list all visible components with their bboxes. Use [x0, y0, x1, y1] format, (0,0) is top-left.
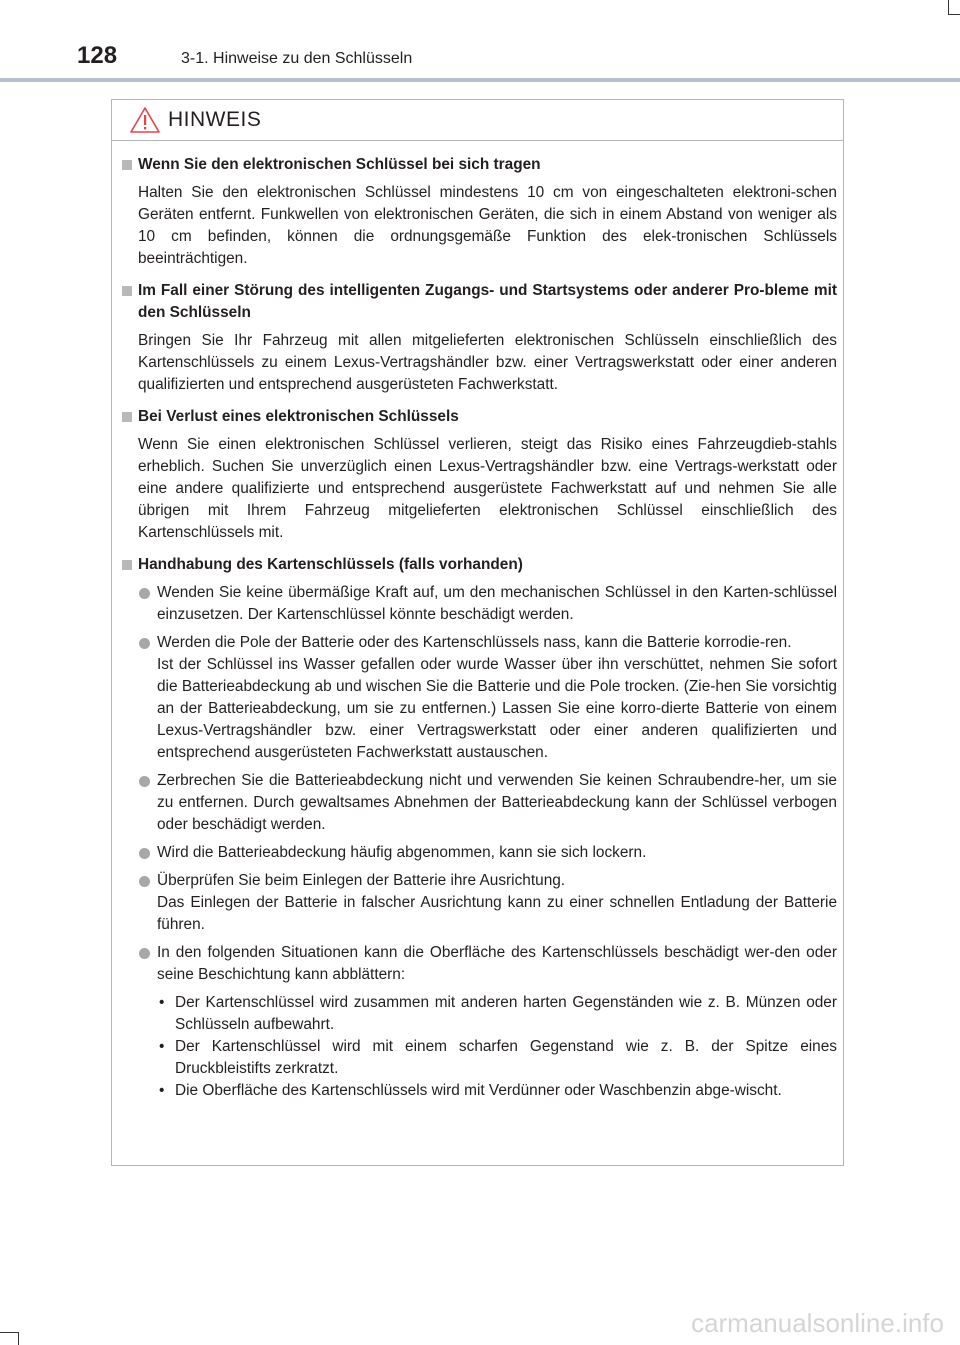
section-heading-text: Wenn Sie den elektronischen Schlüssel bei sich tragen	[138, 156, 541, 173]
sub-list-item	[157, 1036, 837, 1080]
section-paragraph: Wenn Sie einen elektronischen Schlüssel verlieren, steigt das Risiko eines Fahrzeugdieb-stahls erheblich. Suchen Sie unverzüglich einen Lexus-Vertragshändler bzw. eine Vertrags-werkstatt oder eine andere qualifizierte und entsprechend ausgerüstete Fachwerkstatt auf und nehmen Sie alle übrigen mit Ihrem Fahrzeug mitgelieferten elektronischen Schlüssel einschließlich des Kartenschlüssels mit.	[138, 436, 837, 541]
section-heading	[122, 406, 837, 428]
section-heading-text: Bei Verlust eines elektronischen Schlüssels	[138, 408, 459, 425]
square-bullet-icon	[122, 412, 132, 422]
list-item	[122, 582, 837, 626]
section-paragraph: Bringen Sie Ihr Fahrzeug mit allen mitgelieferten elektronischen Schlüsseln einschließlich des Kartenschlüssels zu einem Lexus-Vertragshändler bzw. einer Vertragswerkstatt oder einer anderen qualifizierten und entsprechend ausgerüsteten Fachwerkstatt.	[138, 332, 837, 393]
page-header	[0, 0, 960, 84]
sub-list-item-text: Der Kartenschlüssel wird mit einem scharfen Gegenstand wie z. B. der Spitze eines Druckbleistifts zerkratzt.	[175, 1038, 837, 1077]
section-heading	[122, 554, 837, 576]
crop-mark	[948, 14, 960, 15]
list-item-text: In den folgenden Situationen kann die Oberfläche des Kartenschlüssels beschädigt wer-den oder seine Beschichtung kann abblättern:	[157, 944, 837, 983]
header-rule	[0, 78, 960, 82]
page-number: 128	[77, 42, 118, 69]
square-bullet-icon	[122, 160, 132, 170]
notice-content	[122, 154, 837, 1112]
sub-list	[122, 992, 837, 1102]
page-footer	[0, 1300, 960, 1345]
notice-section	[122, 280, 837, 396]
notice-header	[112, 100, 843, 141]
list-item	[122, 870, 837, 936]
watermark: carmanualsonline.info	[691, 1308, 944, 1338]
list-item-text: Wenden Sie keine übermäßige Kraft auf, um den mechanischen Schlüssel in den Karten-schlüssel einzusetzen. Der Kartenschlüssel könnte beschädigt werden.	[157, 584, 837, 623]
sub-list-item	[157, 992, 837, 1036]
round-bullet-icon	[139, 638, 150, 649]
square-bullet-icon	[122, 560, 132, 570]
round-bullet-icon	[139, 588, 150, 599]
list-item-text: Werden die Pole der Batterie oder des Kartenschlüssels nass, kann die Batterie korrodie-ren. Ist der Schlüssel ins Wasser gefallen oder wurde Wasser über ihn verschüttet, nehmen Sie sofort die Batterieabdeckung ab und wischen Sie die Batterie und die Pole trocken. (Zie-hen Sie vorsichtig an der Batterieabdeckung, um sie zu entfernen.) Lassen Sie eine korro-dierte Batterie von einem Lexus-Vertragshändler bzw. einer Vertragswerkstatt oder einer anderen qualifizierten und entsprechend ausgerüsteten Fachwerkstatt austauschen.	[157, 634, 837, 761]
sub-list-item-text: Die Oberfläche des Kartenschlüssels wird mit Verdünner oder Waschbenzin abge-wischt.	[175, 1082, 782, 1099]
list-item	[122, 942, 837, 986]
round-bullet-icon	[139, 848, 150, 859]
dot-marker-icon: •	[159, 1038, 165, 1055]
warning-triangle-icon	[130, 107, 160, 133]
section-title: 3-1. Hinweise zu den Schlüsseln	[181, 50, 413, 67]
section-heading	[122, 280, 837, 324]
notice-section	[122, 406, 837, 544]
round-bullet-icon	[139, 776, 150, 787]
sub-list-item	[157, 1080, 837, 1102]
crop-mark	[948, 0, 949, 14]
notice-section	[122, 554, 837, 1102]
section-heading-text: Handhabung des Kartenschlüssels (falls vorhanden)	[138, 556, 523, 573]
list-item	[122, 770, 837, 836]
notice-box	[111, 99, 844, 1166]
dot-marker-icon: •	[159, 994, 165, 1011]
list-item-text: Zerbrechen Sie die Batterieabdeckung nicht und verwenden Sie keinen Schraubendre-her, um sie zu entfernen. Durch gewaltsames Abnehmen der Batterieabdeckung kann der Schlüssel verbogen oder beschädigt werden.	[157, 772, 837, 833]
notice-section	[122, 154, 837, 270]
square-bullet-icon	[122, 286, 132, 296]
section-heading	[122, 154, 837, 176]
notice-title: HINWEIS	[168, 108, 262, 131]
round-bullet-icon	[139, 876, 150, 887]
sub-list-item-text: Der Kartenschlüssel wird zusammen mit anderen harten Gegenständen wie z. B. Münzen oder Schlüsseln aufbewahrt.	[175, 994, 837, 1033]
round-bullet-icon	[139, 948, 150, 959]
dot-marker-icon: •	[159, 1082, 165, 1099]
list-item-text: Wird die Batterieabdeckung häufig abgenommen, kann sie sich lockern.	[157, 844, 647, 861]
list-item-text: Überprüfen Sie beim Einlegen der Batterie ihre Ausrichtung. Das Einlegen der Batterie in falscher Ausrichtung kann zu einer schnellen Entladung der Batterie führen.	[157, 872, 837, 933]
list-item	[122, 842, 837, 864]
section-heading-text: Im Fall einer Störung des intelligenten Zugangs- und Startsystems oder anderer Pro-bleme mit den Schlüsseln	[138, 282, 837, 321]
list-item	[122, 632, 837, 764]
section-paragraph: Halten Sie den elektronischen Schlüssel mindestens 10 cm von eingeschalteten elektroni-schen Geräten entfernt. Funkwellen von elektronischen Geräten, die sich in einem Abstand von weniger als 10 cm befinden, können die ordnungsgemäße Funktion des elek-tronischen Schlüssels beeinträchtigen.	[138, 184, 837, 267]
